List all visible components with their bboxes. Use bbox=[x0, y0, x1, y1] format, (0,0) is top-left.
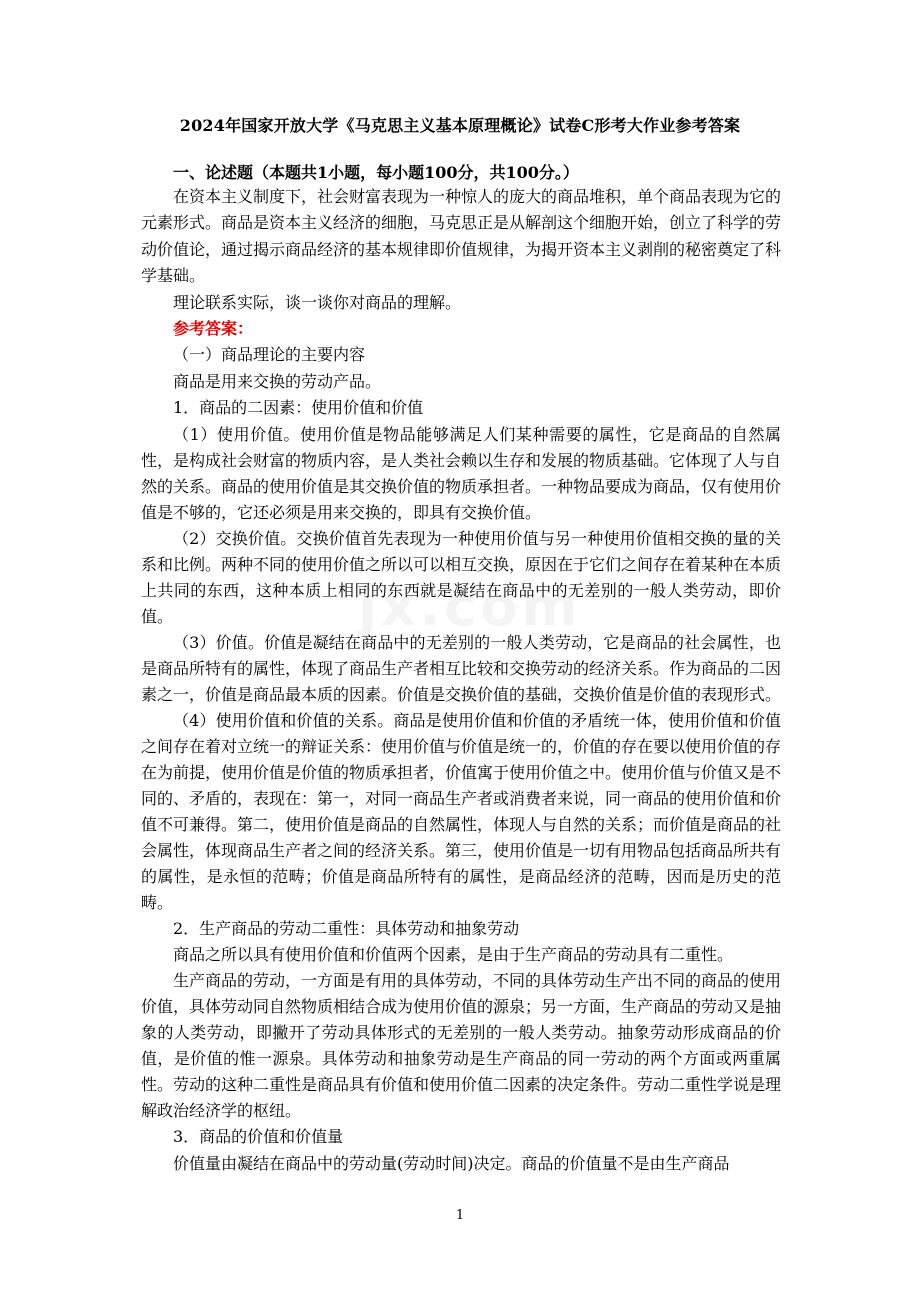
paragraph-value: （3）价值。价值是凝结在商品中的无差别的一般人类劳动，它是商品的社会属性，也是商品所特有的属性，体现了商品生产者相互比较和交换劳动的经济关系。作为商品的二因素之一，价值是商品最本质的因素。价值是交换价值的基础，交换价值是价值的表现形式。 bbox=[141, 632, 782, 704]
subheading-commodity-theory: （一）商品理论的主要内容 bbox=[173, 345, 366, 365]
subheading-two-factors: 1．商品的二因素：使用价值和价值 bbox=[173, 398, 424, 418]
paragraph-dual-labor-intro: 商品之所以具有使用价值和价值两个因素，是由于生产商品的劳动具有二重性。 bbox=[173, 945, 734, 965]
question-paragraph: 在资本主义制度下，社会财富表现为一种惊人的庞大的商品堆积，单个商品表现为它的元素形式。商品是资本主义经济的细胞，马克思正是从解剖这个细胞开始，创立了科学的劳动价值论，通过揭示商品经济的基本规律即价值规律，为揭开资本主义剥削的秘密奠定了科学基础。 bbox=[141, 187, 782, 286]
paragraph-value-magnitude: 价值量由凝结在商品中的劳动量(劳动时间)决定。商品的价值量不是由生产商品 bbox=[173, 1153, 730, 1173]
paragraph-use-value: （1）使用价值。使用价值是物品能够满足人们某种需要的属性，它是商品的自然属性，是构成社会财富的物质内容，是人类社会赖以生存和发展的物质基础。它体现了人与自然的关系。商品的使用价值是其交换价值的物质承担者。一种物品要成为商品，仅有使用价值是不够的，它还必须是用来交换的，即具有交换价值。 bbox=[141, 424, 782, 522]
paragraph-definition: 商品是用来交换的劳动产品。 bbox=[173, 371, 382, 391]
question-prompt: 理论联系实际，谈一谈你对商品的理解。 bbox=[173, 292, 462, 312]
document-body bbox=[141, 184, 781, 1177]
subheading-dual-labor: 2．生产商品的劳动二重性：具体劳动和抽象劳动 bbox=[173, 918, 520, 938]
subheading-value-magnitude: 3．商品的价值和价值量 bbox=[173, 1127, 344, 1147]
paragraph-exchange-value: （2）交换价值。交换价值首先表现为一种使用价值与另一种使用价值相交换的量的关系和比例。两种不同的使用价值之所以可以相互交换，原因在于它们之间存在着某种在本质上共同的东西，这种本质上相同的东西就是凝结在商品中的无差别的一般人类劳动，即价值。 bbox=[141, 528, 782, 626]
document-title: 2024年国家开放大学《马克思主义基本原理概论》试卷C形考大作业参考答案 bbox=[179, 116, 741, 135]
section-heading: 一、论述题（本题共1小题，每小题100分，共100分。） bbox=[173, 163, 579, 182]
paragraph-dual-labor-detail: 生产商品的劳动，一方面是有用的具体劳动，不同的具体劳动生产出不同的商品的使用价值，具体劳动同自然物质相结合成为使用价值的源泉；另一方面，生产商品的劳动又是抽象的人类劳动，即撇开了劳动具体形式的无差别的一般人类劳动。抽象劳动形成商品的价值，是价值的惟一源泉。具体劳动和抽象劳动是生产商品的同一劳动的两个方面或两重属性。劳动的这种二重性是商品具有价值和使用价值二因素的决定条件。劳动二重性学说是理解政治经济学的枢纽。 bbox=[141, 971, 782, 1121]
paragraph-relation: （4）使用价值和价值的关系。商品是使用价值和价值的矛盾统一体，使用价值和价值之间存在着对立统一的辩证关系：使用价值与价值是统一的，价值的存在要以使用价值的存在为前提，使用价值是价值的物质承担者，价值寓于使用价值之中。使用价值与价值又是不同的、矛盾的，表现在：第一，对同一商品生产者或消费者来说，同一商品的使用价值和价值不可兼得。第二，使用价值是商品的自然属性，体现人与自然的关系；而价值是商品的社会属性，体现商品生产者之间的经济关系。第三，使用价值是一切有用物品包括商品所共有的属性，是永恒的范畴；价值是商品所特有的属性，是商品经济的范畴，因而是历史的范畴。 bbox=[141, 710, 782, 912]
page-number: 1 bbox=[455, 1208, 465, 1223]
answer-label: 参考答案： bbox=[173, 319, 254, 339]
